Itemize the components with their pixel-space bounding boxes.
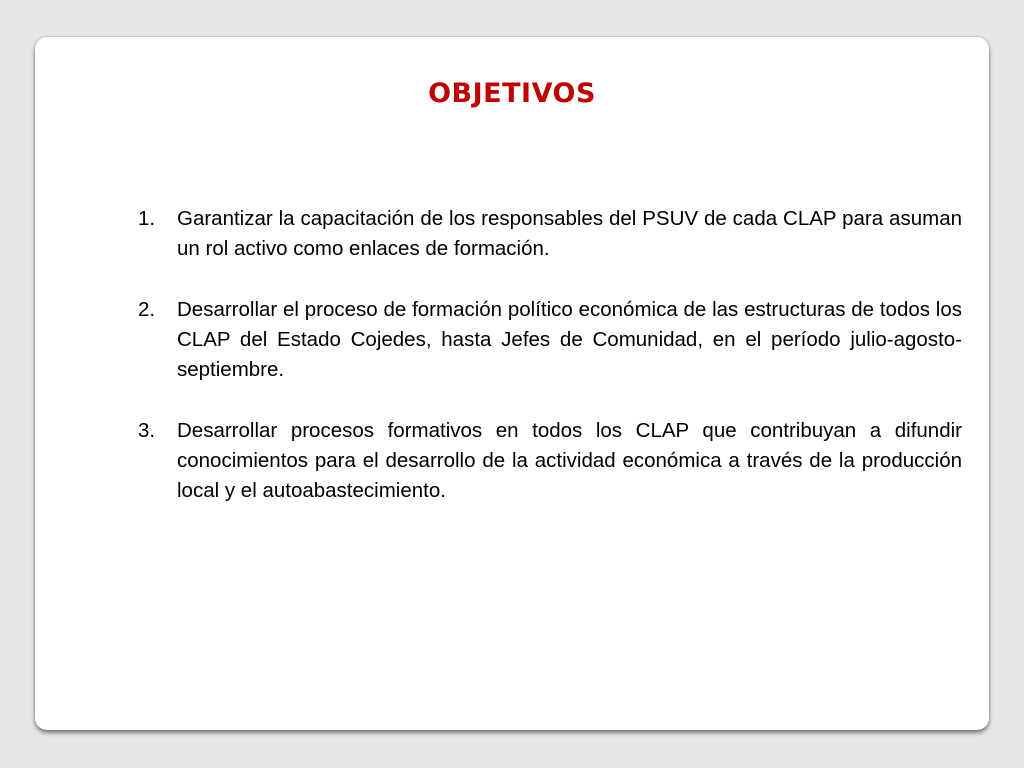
objectives-list bbox=[138, 204, 962, 537]
slide-title: OBJETIVOS bbox=[428, 78, 596, 109]
objective-item bbox=[138, 416, 962, 506]
objective-item bbox=[138, 204, 962, 264]
objective-item bbox=[138, 295, 962, 385]
objective-number: 3. bbox=[138, 419, 156, 442]
slide-card bbox=[35, 37, 989, 730]
objective-text: Desarrollar el proceso de formación político económica de las estructuras de todos los CLAP del Estado Cojedes, hasta Jefes de Comunidad, en el período julio-agosto-septiembre. bbox=[177, 298, 962, 381]
objective-number: 1. bbox=[138, 207, 156, 230]
objective-text: Desarrollar procesos formativos en todos los CLAP que contribuyan a difundir conocimientos para el desarrollo de la actividad económica a través de la producción local y el autoabastecimiento. bbox=[177, 419, 962, 502]
objective-number: 2. bbox=[138, 298, 156, 321]
objective-text: Garantizar la capacitación de los responsables del PSUV de cada CLAP para asuman un rol activo como enlaces de formación. bbox=[177, 207, 962, 260]
